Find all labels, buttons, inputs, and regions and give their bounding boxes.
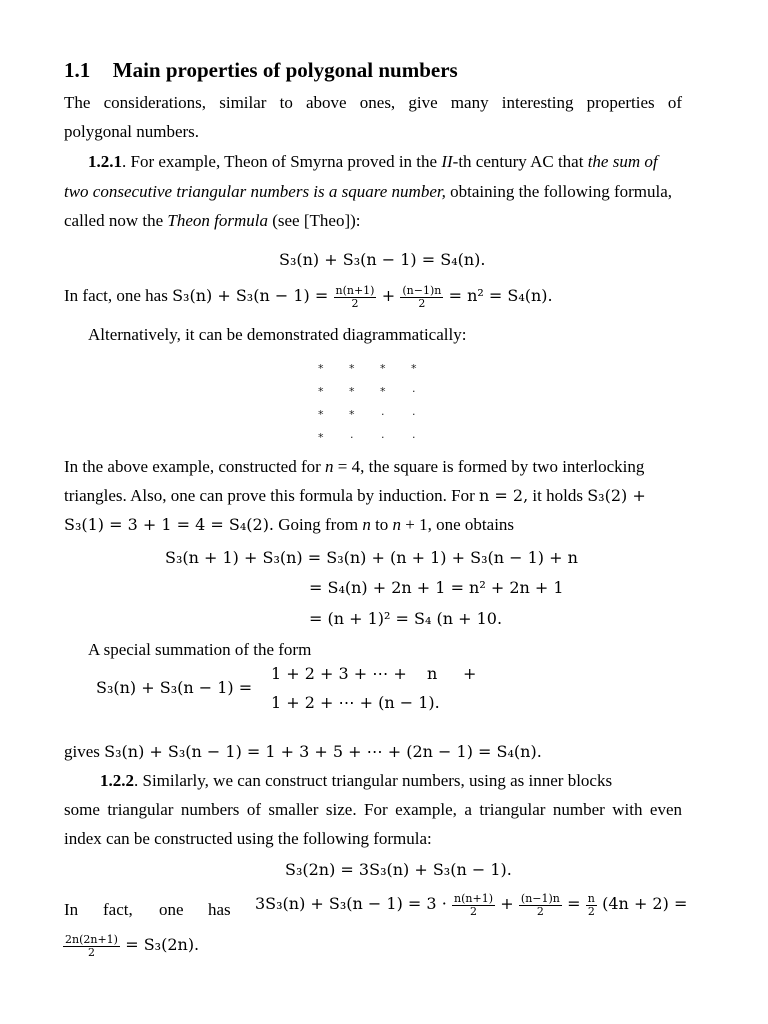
summation-top-plus: + bbox=[463, 664, 477, 683]
p122-fact-word: In bbox=[64, 900, 79, 919]
p122-number: 1.2.2 bbox=[100, 771, 134, 790]
intro-line-1: The considerations, similar to above ones, give many interesting properties of bbox=[64, 93, 682, 112]
summation-intro: A special summation of the form bbox=[88, 640, 312, 659]
intro-line-2: polygonal numbers. bbox=[64, 122, 200, 141]
diagram-mark: * bbox=[380, 362, 386, 375]
summation-lhs: S₃(n) + S₃(n − 1) = bbox=[96, 678, 253, 697]
diagram-mark: * bbox=[318, 385, 324, 398]
diagram-mark: * bbox=[380, 385, 386, 398]
diagram-mark: · bbox=[412, 408, 416, 421]
summation-top-n: n bbox=[427, 664, 438, 683]
p121-number: 1.2.1 bbox=[88, 152, 122, 171]
after-line-2: triangles. Also, one can prove this formula by induction. For n = 2, it holds S₃(2) + bbox=[64, 486, 646, 505]
p122-line-2: some triangular numbers of smaller size. For example, a triangular number with even bbox=[64, 800, 682, 819]
p122-fact-word: fact, bbox=[103, 900, 133, 919]
diagram-mark: * bbox=[318, 362, 324, 375]
diagram-mark: * bbox=[349, 385, 355, 398]
induction-eq-1: S₃(n + 1) + S₃(n) = S₃(n) + (n + 1) + S₃(n − 1) + n bbox=[165, 548, 578, 567]
p122-fact-word: has bbox=[208, 900, 231, 919]
fraction: $\frac{n(n+1)}{2}$ bbox=[454, 892, 493, 918]
fraction: $\frac{2n(2n+1)}{2}$ bbox=[65, 933, 118, 959]
section-number: 1.1 bbox=[64, 58, 91, 82]
diagram-mark: * bbox=[318, 408, 324, 421]
p122-fact-math: 3S₃(n) + S₃(n − 1) = 3 · $\frac{n(n+1)}{2}$ + $\frac{(n-1)n}{2}$ = $\frac{n}{2}$ (4n + 2) = bbox=[255, 892, 688, 918]
fraction: $\frac{n(n+1)}{2}$ bbox=[335, 284, 375, 310]
p121-line-3: called now the Theon formula (see [Theo]): bbox=[64, 211, 361, 230]
diagram-mark: · bbox=[381, 408, 385, 421]
section-heading bbox=[64, 58, 458, 83]
diagram-mark: * bbox=[411, 362, 417, 375]
p122-line-1: 1.2.2. Similarly, we can construct triangular numbers, using as inner blocks bbox=[100, 771, 613, 790]
p122-equation: S₃(2n) = 3S₃(n) + S₃(n − 1). bbox=[285, 860, 512, 879]
p121-line-2: two consecutive triangular numbers is a square number, obtaining the following formula, bbox=[64, 182, 673, 201]
after-line-3: S₃(1) = 3 + 1 = 4 = S₄(2). Going from n to n + 1, one obtains bbox=[64, 515, 515, 534]
theon-formula: Theon formula bbox=[167, 211, 268, 230]
century: II bbox=[441, 152, 453, 171]
diagram-mark: · bbox=[350, 431, 354, 444]
after-line-1: In the above example, constructed for n = 4, the square is formed by two interlocking bbox=[64, 457, 645, 476]
diagram-mark: · bbox=[412, 385, 416, 398]
diagram-mark: * bbox=[318, 431, 324, 444]
induction-eq-2: = S₄(n) + 2n + 1 = n² + 2n + 1 bbox=[309, 578, 564, 597]
summation-bottom: 1 + 2 + ⋯ + (n − 1). bbox=[271, 693, 440, 712]
induction-eq-3: = (n + 1)² = S₄ (n + 10. bbox=[309, 609, 503, 628]
summation-top: 1 + 2 + 3 + ⋯ + bbox=[271, 664, 407, 683]
alternatively-line: Alternatively, it can be demonstrated diagrammatically: bbox=[88, 325, 467, 344]
fraction: $\frac{(n-1)n}{2}$ bbox=[520, 892, 560, 918]
diagram-mark: · bbox=[381, 431, 385, 444]
p121-in-fact: In fact, one has S₃(n) + S₃(n − 1) = $\frac{n(n+1)}{2}$ + $\frac{(n-1)n}{2}$ = n² = S₄(n). bbox=[64, 284, 553, 310]
gives-line: gives S₃(n) + S₃(n − 1) = 1 + 3 + 5 + ⋯ + (2n − 1) = S₄(n). bbox=[64, 742, 542, 761]
diagram-mark: · bbox=[412, 431, 416, 444]
section-title: Main properties of polygonal numbers bbox=[112, 58, 458, 82]
fraction: $\frac{n}{2}$ bbox=[587, 892, 595, 918]
diagram-mark: * bbox=[349, 362, 355, 375]
p122-line-3: index can be constructed using the following formula: bbox=[64, 829, 432, 848]
fraction: $\frac{(n-1)n}{2}$ bbox=[402, 284, 442, 310]
diagram-mark: * bbox=[349, 408, 355, 421]
theon-equation: S₃(n) + S₃(n − 1) = S₄(n). bbox=[279, 250, 486, 269]
p122-fact-word: one bbox=[159, 900, 184, 919]
p121-line-1: 1.2.1. For example, Theon of Smyrna proved in the II-th century AC that the sum of bbox=[88, 152, 658, 171]
p122-last-line: $\frac{2n(2n+1)}{2}$ = S₃(2n). bbox=[65, 933, 200, 959]
